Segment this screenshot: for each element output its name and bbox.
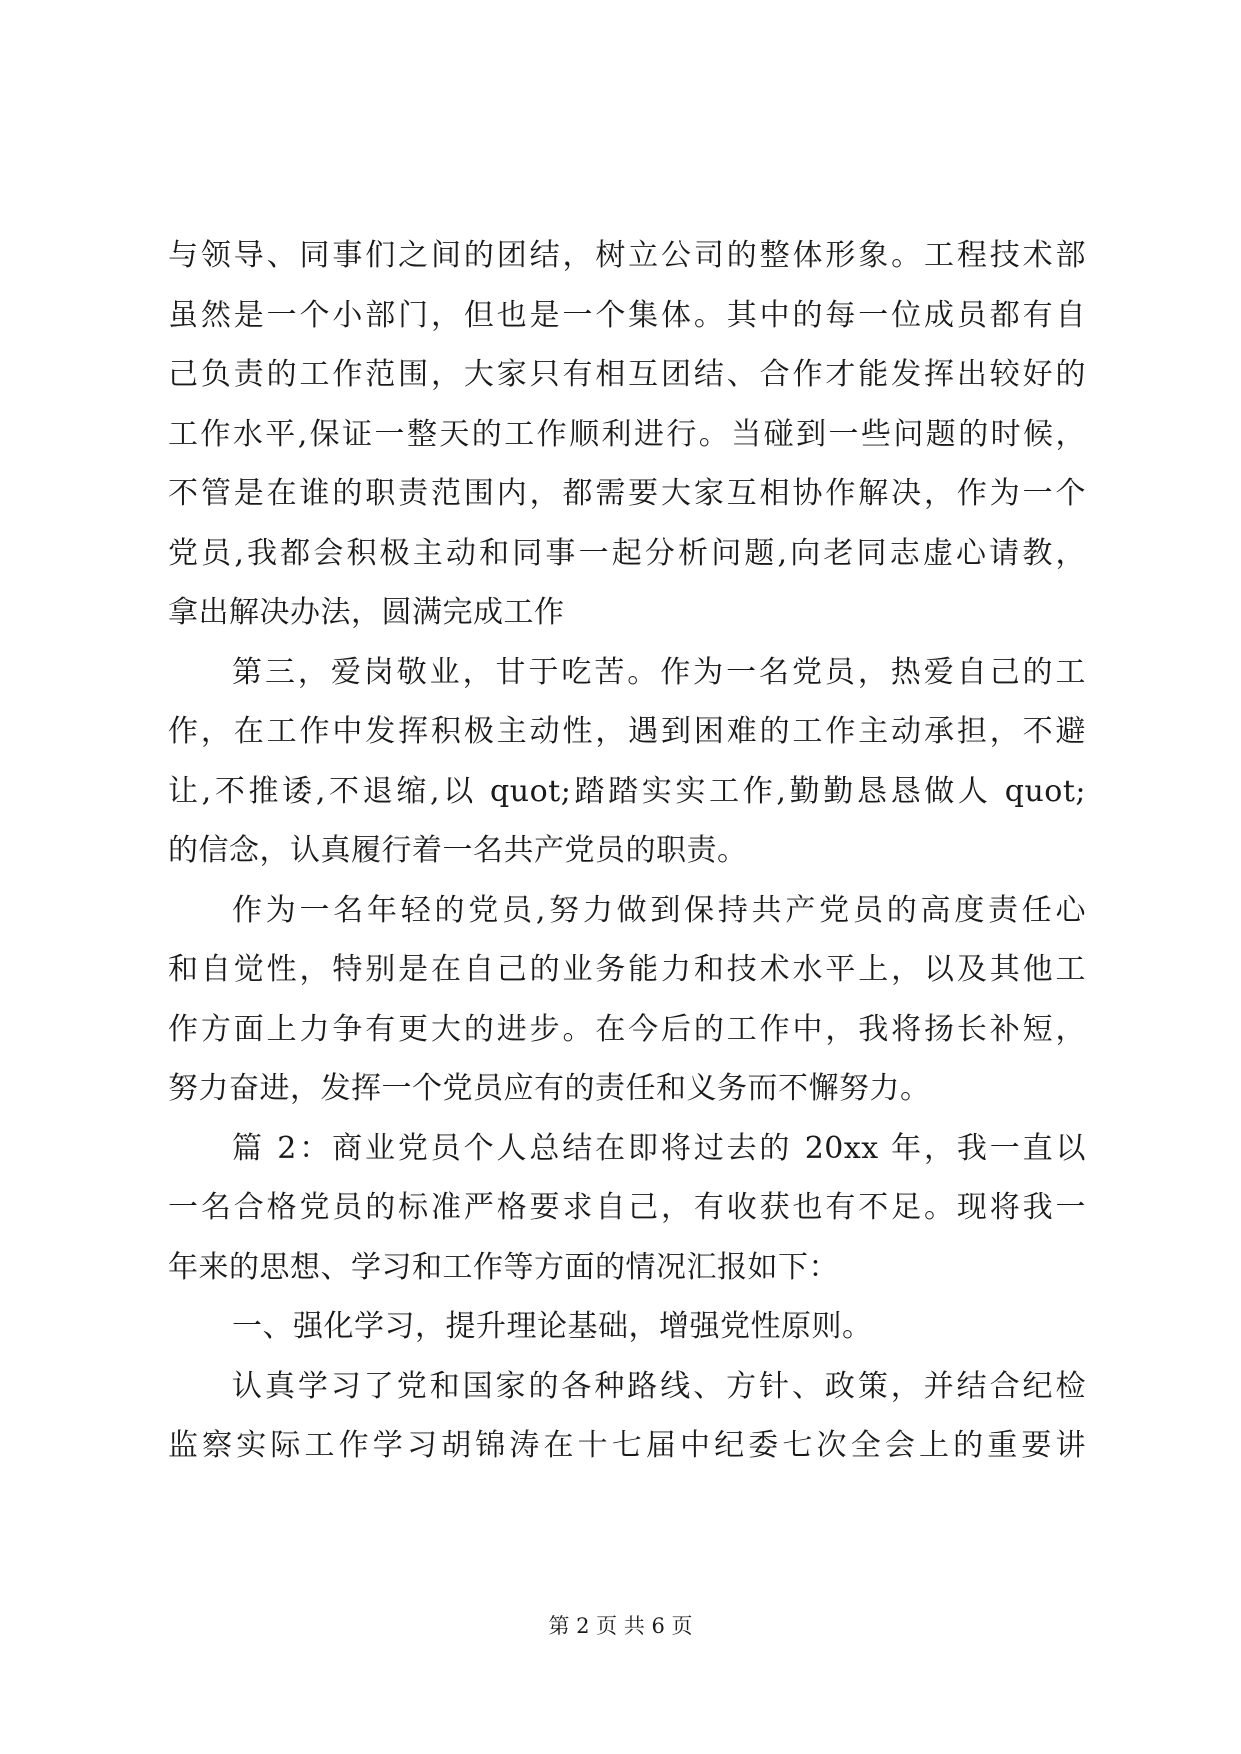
text-line: 作，在工作中发挥积极主动性，遇到困难的工作主动承担，不避 <box>168 714 1086 749</box>
text-line: 作方面上力争有更大的进步。在今后的工作中，我将扬长补短， <box>168 1011 1086 1047</box>
text-line: 工作水平,保证一整天的工作顺利进行。当碰到一些问题的时候， <box>168 416 1086 452</box>
text-line: 己负责的工作范围，大家只有相互团结、合作才能发挥出较好的 <box>168 357 1086 392</box>
text-line: 拿出解决办法，圆满完成工作 <box>168 595 565 630</box>
text-line: 监察实际工作学习胡锦涛在十七届中纪委七次全会上的重要讲 <box>168 1428 1086 1463</box>
text-line: 不管是在谁的职责范围内，都需要大家互相协作解决，作为一个 <box>168 476 1086 511</box>
text-line: 努力奋进，发挥一个党员应有的责任和义务而不懈努力。 <box>168 1071 931 1106</box>
text-line: 的信念，认真履行着一名共产党员的职责。 <box>168 833 748 868</box>
text-line: 篇 2：商业党员个人总结在即将过去的 20xx 年，我一直以 <box>232 1130 1086 1166</box>
text-line: 年来的思想、学习和工作等方面的情况汇报如下： <box>168 1249 839 1285</box>
text-line: 认真学习了党和国家的各种路线、方针、政策，并结合纪检 <box>232 1368 1086 1404</box>
text-line: 作为一名年轻的党员,努力做到保持共产党员的高度责任心 <box>232 892 1086 928</box>
text-line: 与领导、同事们之间的团结，树立公司的整体形象。工程技术部 <box>168 238 1086 273</box>
text-line: 第三，爱岗敬业，甘于吃苦。作为一名党员，热爱自己的工 <box>232 654 1086 690</box>
text-line: 虽然是一个小部门，但也是一个集体。其中的每一位成员都有自 <box>168 297 1086 333</box>
document-body <box>168 226 1086 1476</box>
text-line: 一名合格党员的标准严格要求自己，有收获也有不足。现将我一 <box>168 1190 1086 1225</box>
text-line: 让,不推诿,不退缩,以 quot;踏踏实实工作,勤勤恳恳做人 quot; <box>168 773 1086 809</box>
section-heading: 一、强化学习，提升理论基础，增强党性原则。 <box>232 1309 873 1344</box>
page-number-footer: 第 2 页 共 6 页 <box>548 1614 693 1638</box>
text-line: 和自觉性，特别是在自己的业务能力和技术水平上，以及其他工 <box>168 952 1086 987</box>
text-line: 党员,我都会积极主动和同事一起分析问题,向老同志虚心请教， <box>168 535 1086 571</box>
